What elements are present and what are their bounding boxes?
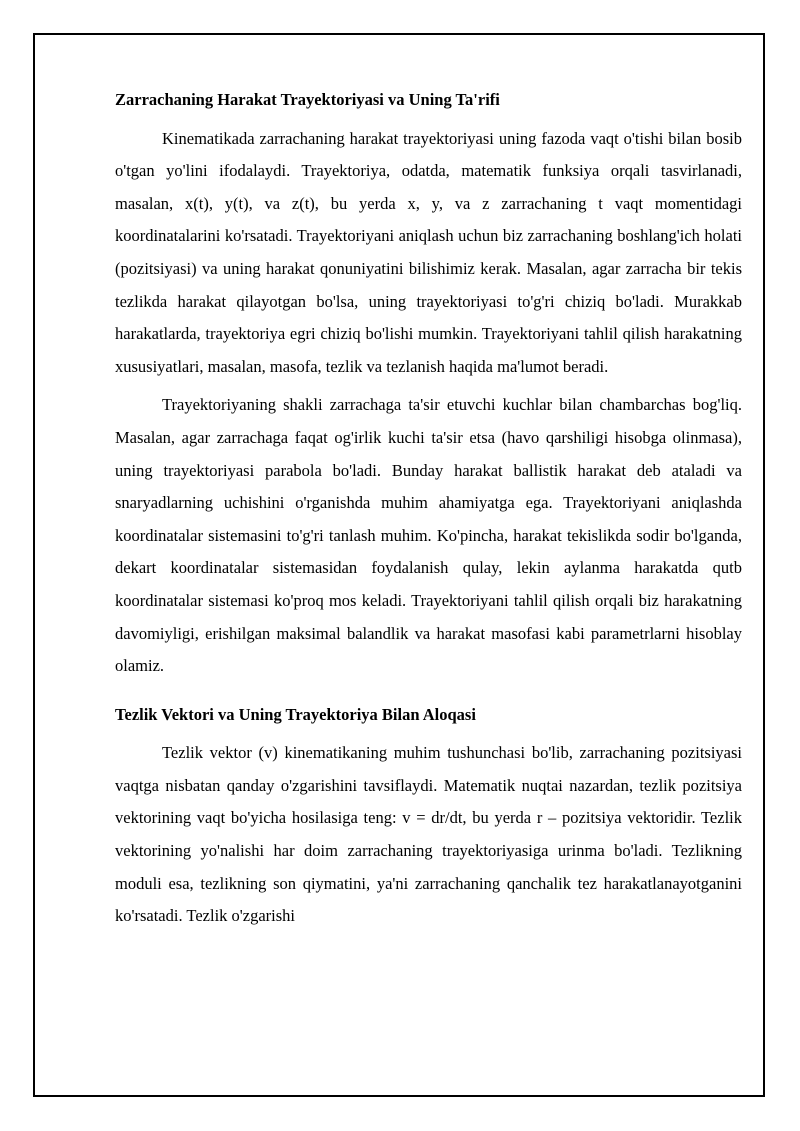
paragraph-trajectory-shape: Trayektoriyaning shakli zarrachaga ta'sir etuvchi kuchlar bilan chambarchas bog'liq. Masalan, agar zarrachaga faqat og'irlik kuchi ta'sir etsa (havo qarshiligi hisobga olinmasa), uning trayektoriyasi parabola bo'ladi. Bunday harakat ballistik harakat deb ataladi va snaryadlarning uchishini o'rganishda muhim ahamiyatga ega. Trayektoriyani aniqlashda koordinatalar sistemasini to'g'ri tanlash muhim. Ko'pincha, harakat tekislikda sodir bo'lganda, dekart koordinatalar sistemasidan foydalanish qulay, lekin aylanma harakatda qutb koordinatalar sistemasi ko'proq mos keladi. Trayektoriyani tahlil qilish orqali biz harakatning davomiyligi, erishilgan maksimal balandlik va harakat masofasi kabi parametrlarni hisoblay olamiz. (115, 395, 742, 676)
section-heading-trajectory: Zarrachaning Harakat Trayektoriyasi va Uning Ta'rifi (115, 90, 500, 109)
document-body (115, 84, 742, 933)
paragraph-trajectory-definition: Kinematikada zarrachaning harakat trayektoriyasi uning fazoda vaqt o'tishi bilan bosib o'tgan yo'lini ifodalaydi. Trayektoriya, odatda, matematik funksiya orqali tasvirlanadi, masalan, x(t), y(t), va z(t), bu yerda x, y, va z zarrachaning t vaqt momentidagi koordinatalarini ko'rsatadi. Trayektoriyani aniqlash uchun biz zarrachaning boshlang'ich holati (pozitsiyasi) va uning harakat qonuniyatini bilishimiz kerak. Masalan, agar zarracha bir tekis tezlikda harakat qilayotgan bo'lsa, uning trayektoriyasi to'g'ri chiziq bo'ladi. Murakkab harakatlarda, trayektoriya egri chiziq bo'lishi mumkin. Trayektoriyani tahlil qilish harakatning xususiyatlari, masalan, masofa, tezlik va tezlanish haqida ma'lumot beradi. (115, 128, 742, 376)
paragraph-velocity-vector: Tezlik vektor (v) kinematikaning muhim tushunchasi bo'lib, zarrachaning pozitsiyasi vaqtga nisbatan qanday o'zgarishini tavsiflaydi. Matematik nuqtai nazardan, tezlik pozitsiya vektorining vaqt bo'yicha hosilasiga teng: v = dr/dt, bu yerda r – pozitsiya vektoridir. Tezlik vektorining yo'nalishi har doim zarrachaning trayektoriyasiga urinma bo'ladi. Tezlikning moduli esa, tezlikning son qiymatini, ya'ni zarrachaning qanchalik tez harakatlanayotganini ko'rsatadi. Tezlik o'zgarishi (115, 743, 742, 926)
section-heading-velocity: Tezlik Vektori va Uning Trayektoriya Bilan Aloqasi (115, 704, 476, 724)
